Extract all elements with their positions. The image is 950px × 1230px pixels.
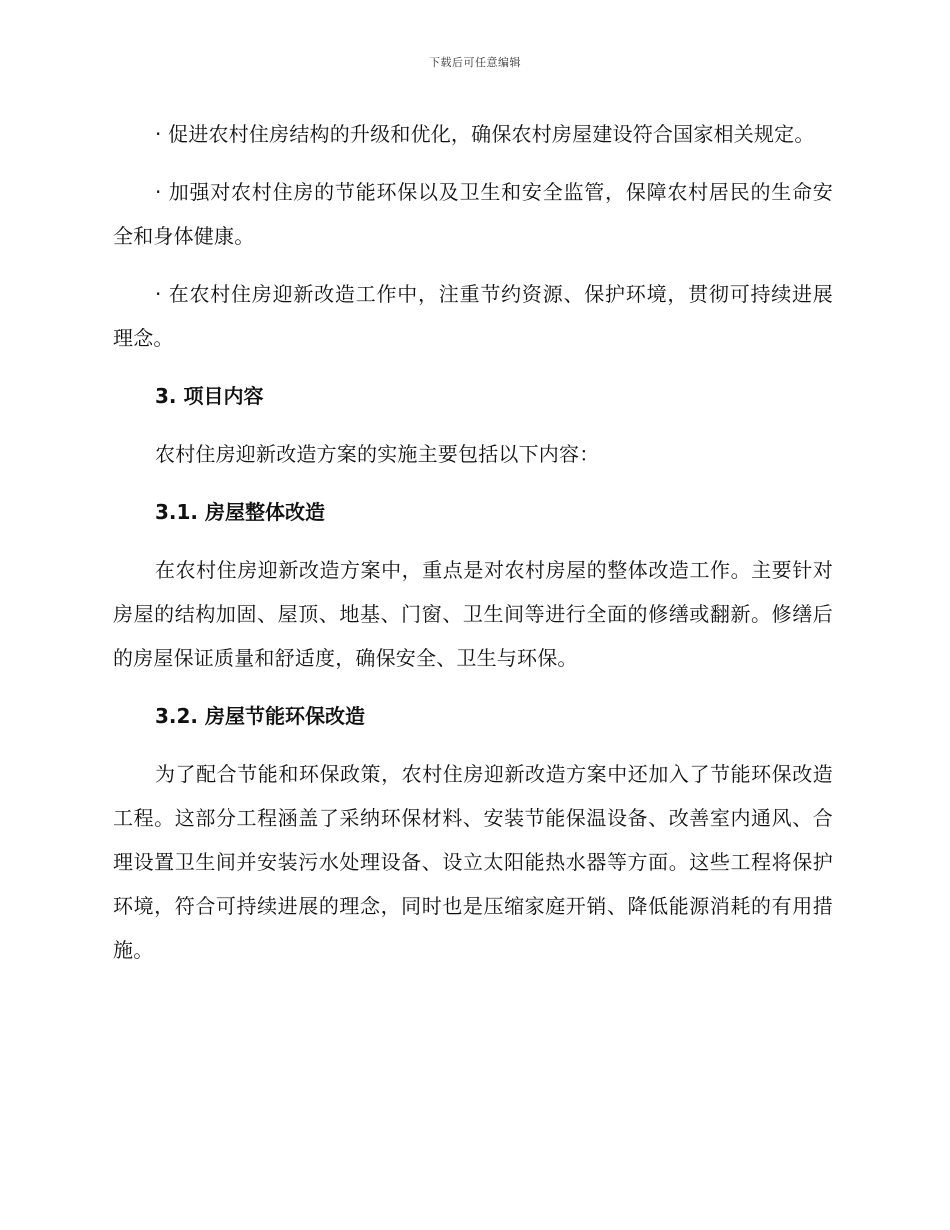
bullet-resource-saving: · 在农村住房迎新改造工作中，注重节约资源、保护环境，贯彻可持续进展理念。	[113, 282, 833, 350]
bullet-structure-upgrade: · 促进农村住房结构的升级和优化，确保农村房屋建设符合国家相关规定。	[155, 122, 815, 146]
section-3-2-heading: 3.2. 房屋节能环保改造	[155, 704, 365, 728]
section-3-1-body: 在农村住房迎新改造方案中，重点是对农村房屋的整体改造工作。主要针对房屋的结构加固、屋顶、地基、门窗、卫生间等进行全面的修缮或翻新。修缮后的房屋保证质量和舒适度，确保安全、卫生与环保。	[113, 558, 833, 670]
document-body	[113, 112, 833, 986]
section-3-1-heading: 3.1. 房屋整体改造	[155, 500, 325, 524]
bullet-energy-safety: · 加强对农村住房的节能环保以及卫生和安全监管，保障农村居民的生命安全和身体健康。	[113, 180, 833, 248]
section-3-intro: 农村住房迎新改造方案的实施主要包括以下内容：	[155, 442, 600, 466]
section-3-heading: 3. 项目内容	[155, 384, 264, 408]
header-note: 下载后可任意编辑	[429, 56, 521, 69]
section-3-2-body: 为了配合节能和环保政策，农村住房迎新改造方案中还加入了节能环保改造工程。这部分工程涵盖了采纳环保材料、安装节能保温设备、改善室内通风、合理设置卫生间并安装污水处理设备、设立太阳能热水器等方面。这些工程将保护环境，符合可持续进展的理念，同时也是压缩家庭开销、降低能源消耗的有用措施。	[113, 762, 833, 962]
